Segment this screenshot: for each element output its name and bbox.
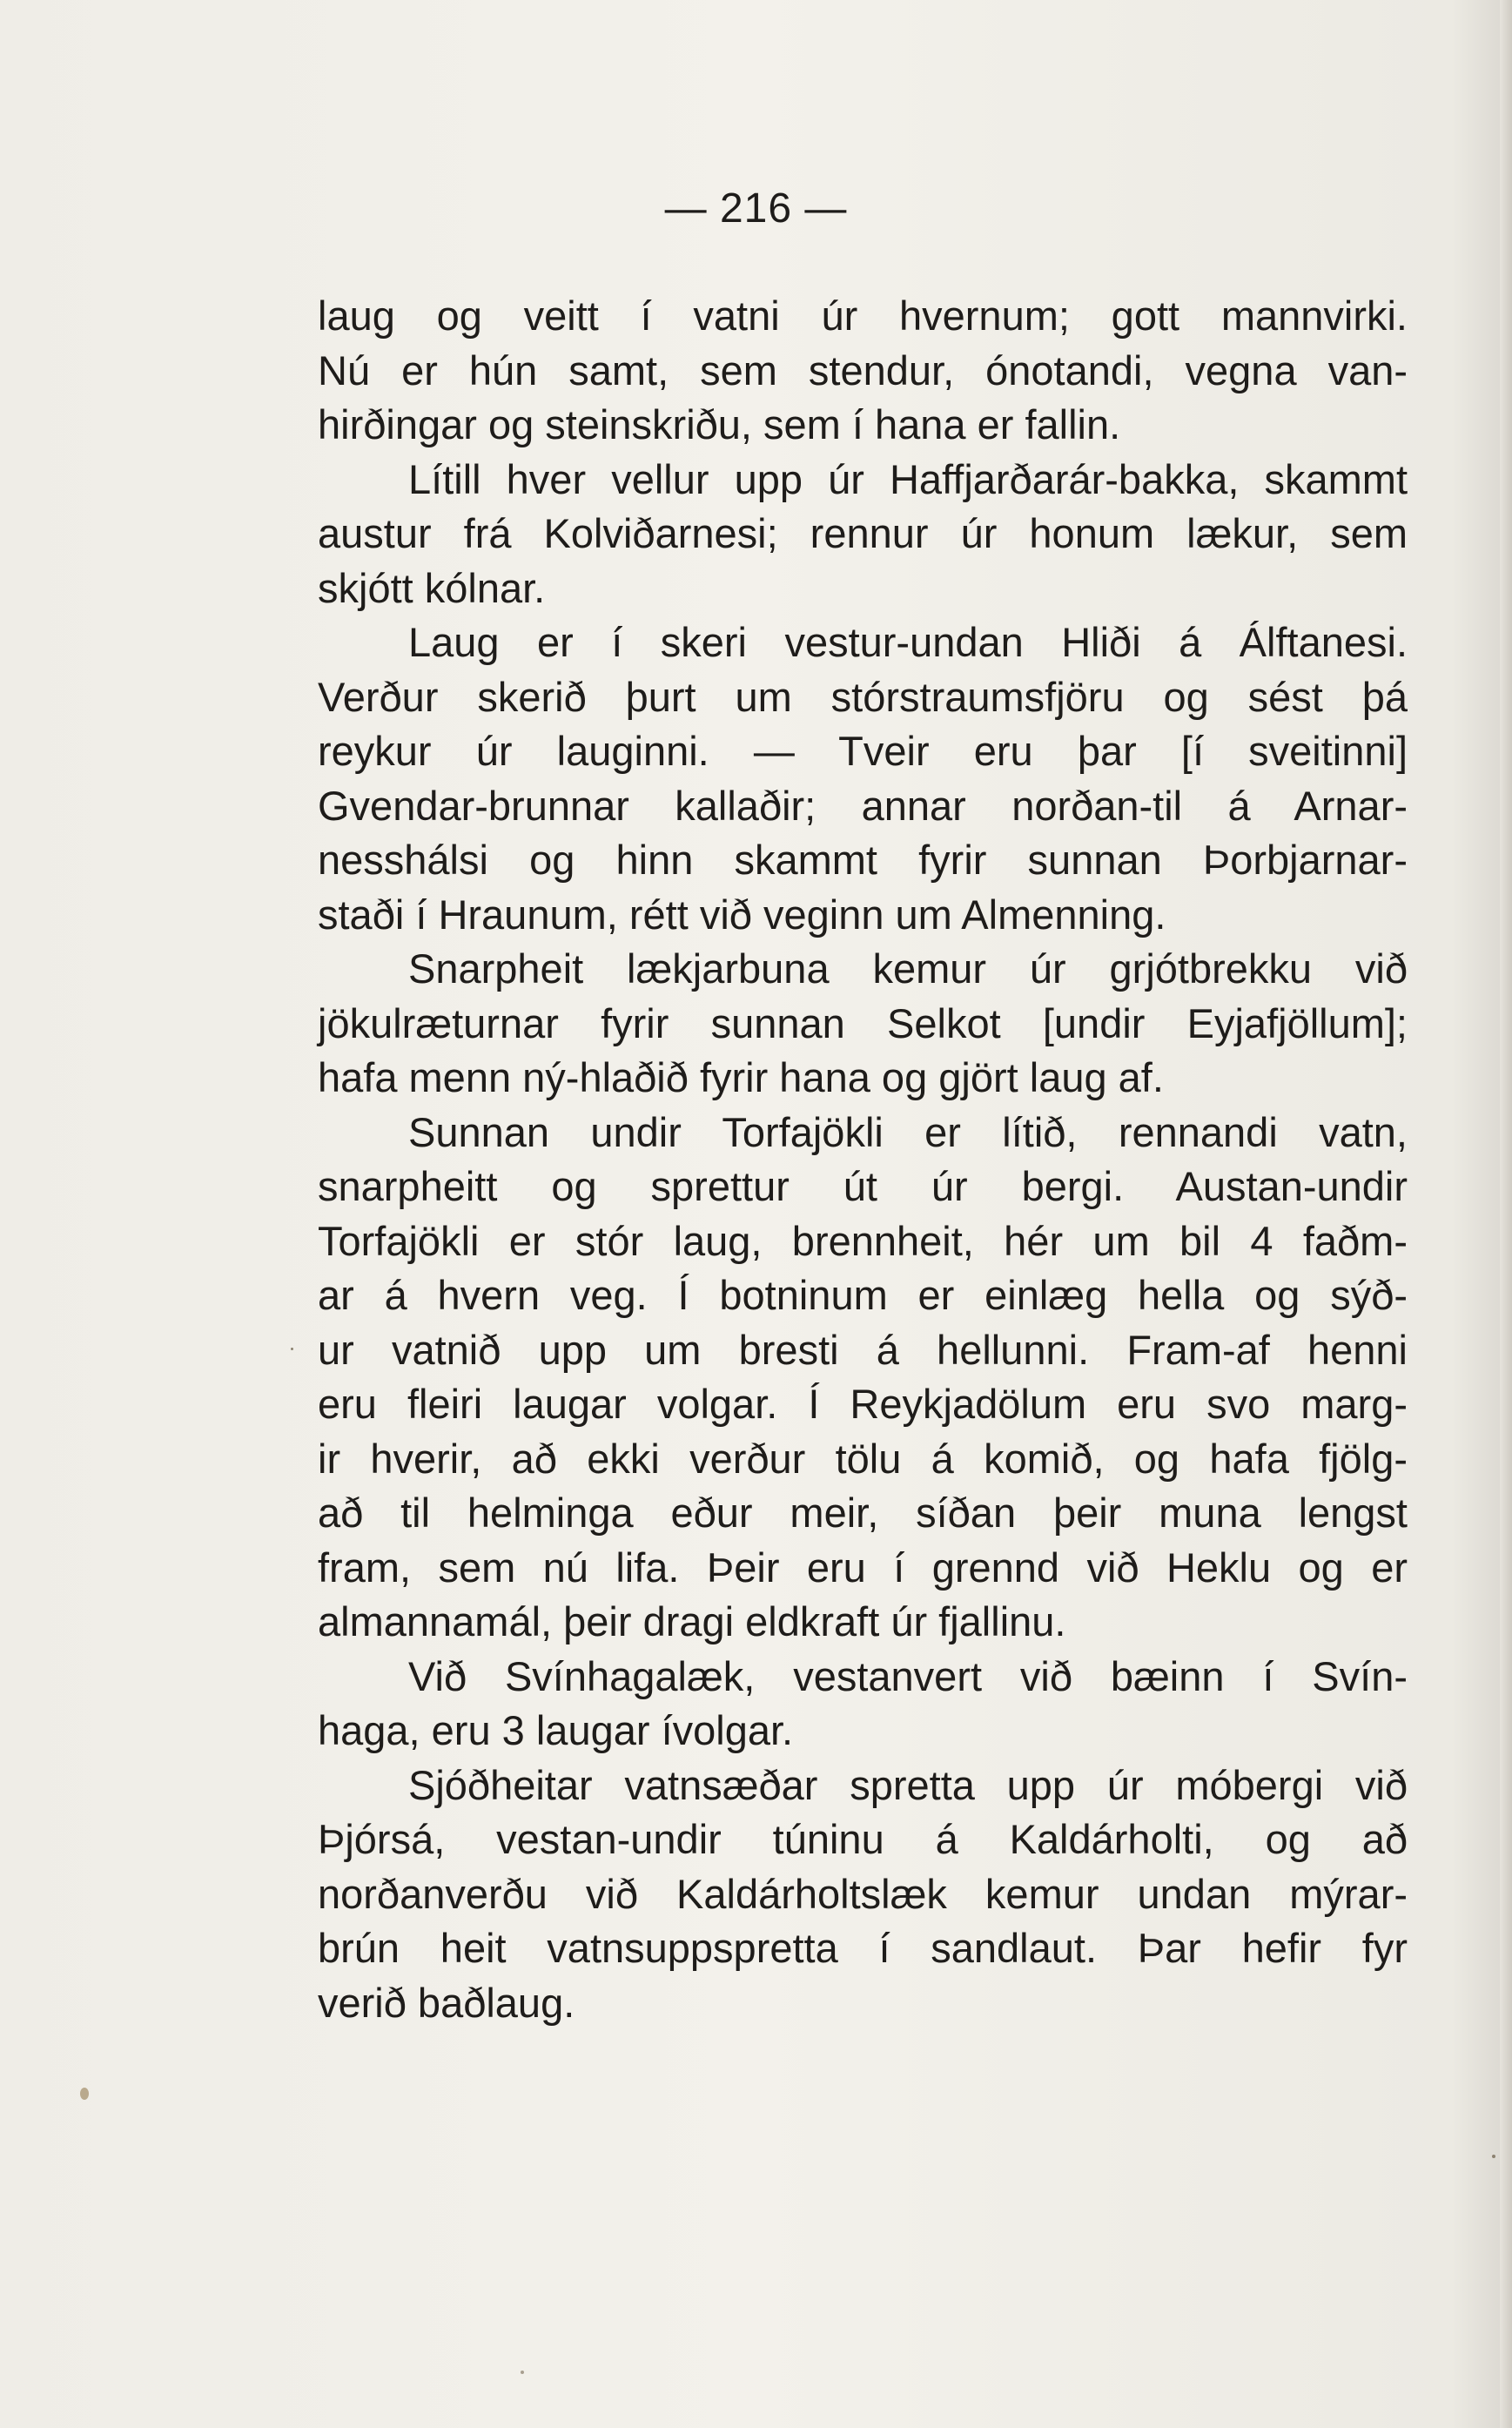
text-line: Gvendar-brunnar kallaðir; annar norðan-til á Arnar-	[318, 782, 1408, 829]
paper-speck	[80, 2088, 89, 2100]
paper-speck	[1492, 2155, 1495, 2158]
text-line: austur frá Kolviðarnesi; rennur úr honum lækur, sem	[318, 510, 1408, 556]
text-line: hirðingar og steinskriðu, sem í hana er fallin.	[318, 401, 1121, 447]
text-line: nesshálsi og hinn skammt fyrir sunnan Þorbjarnar-	[318, 837, 1408, 883]
text-line: ur vatnið upp um bresti á hellunni. Fram-af henni	[318, 1326, 1408, 1373]
text-line: Nú er hún samt, sem stendur, ónotandi, vegna van-	[318, 346, 1408, 393]
text-line: Sunnan undir Torfajökli er lítið, rennandi vatn,	[408, 1108, 1408, 1155]
text-line: jökulræturnar fyrir sunnan Selkot [undir Eyjafjöllum];	[318, 999, 1408, 1046]
text-line: ar á hvern veg. Í botninum er einlæg hella og sýð-	[318, 1272, 1408, 1318]
text-line: Torfajökli er stór laug, brennheit, hér um bil 4 faðm-	[318, 1217, 1408, 1264]
text-line: eru fleiri laugar volgar. Í Reykjadölum eru svo marg-	[318, 1381, 1408, 1427]
text-line: laug og veitt í vatni úr hvernum; gott mannvirki.	[318, 293, 1408, 339]
body-text	[318, 289, 1408, 2030]
text-line: skjótt kólnar.	[318, 564, 546, 611]
text-line: hafa menn ný-hlaðið fyrir hana og gjört laug af.	[318, 1054, 1164, 1100]
text-line: brún heit vatnsuppspretta í sandlaut. Þar hefir fyr	[318, 1925, 1408, 1971]
text-line: Þjórsá, vestan-undir túninu á Kaldárholti, og að	[318, 1816, 1408, 1862]
text-line: Við Svínhagalæk, vestanvert við bæinn í Svín-	[408, 1652, 1408, 1699]
text-line: ir hverir, að ekki verður tölu á komið, og hafa fjölg-	[318, 1435, 1408, 1482]
text-line: Lítill hver vellur upp úr Haffjarðarár-bakka, skammt	[408, 455, 1408, 502]
text-line: Laug er í skeri vestur-undan Hliði á Álftanesi.	[408, 619, 1408, 665]
text-line: verið baðlaug.	[318, 1979, 575, 2026]
text-line: reykur úr lauginni. — Tveir eru þar [í sveitinni]	[318, 728, 1408, 774]
text-line: norðanverðu við Kaldárholtslæk kemur undan mýrar-	[318, 1870, 1408, 1917]
text-line: fram, sem nú lifa. Þeir eru í grennd við Heklu og er	[318, 1544, 1408, 1591]
paper-speck	[521, 2371, 524, 2374]
text-line: snarpheitt og sprettur út úr bergi. Austan-undir	[318, 1163, 1408, 1209]
paper-speck	[291, 1348, 293, 1350]
text-line: Sjóðheitar vatnsæðar spretta upp úr móbergi við	[408, 1761, 1408, 1808]
text-line: staði í Hraunum, rétt við veginn um Almenning.	[318, 891, 1166, 938]
page-edge-shadow	[1500, 0, 1512, 2428]
text-line: Snarpheit lækjarbuna kemur úr grjótbrekku við	[408, 945, 1408, 992]
text-line: Verður skerið þurt um stórstraumsfjöru og sést þá	[318, 673, 1408, 720]
text-line: að til helminga eður meir, síðan þeir muna lengst	[318, 1490, 1408, 1536]
text-line: almannamál, þeir dragi eldkraft úr fjallinu.	[318, 1598, 1066, 1644]
text-line: haga, eru 3 laugar ívolgar.	[318, 1707, 794, 1753]
page-number: — 216 —	[664, 185, 848, 232]
